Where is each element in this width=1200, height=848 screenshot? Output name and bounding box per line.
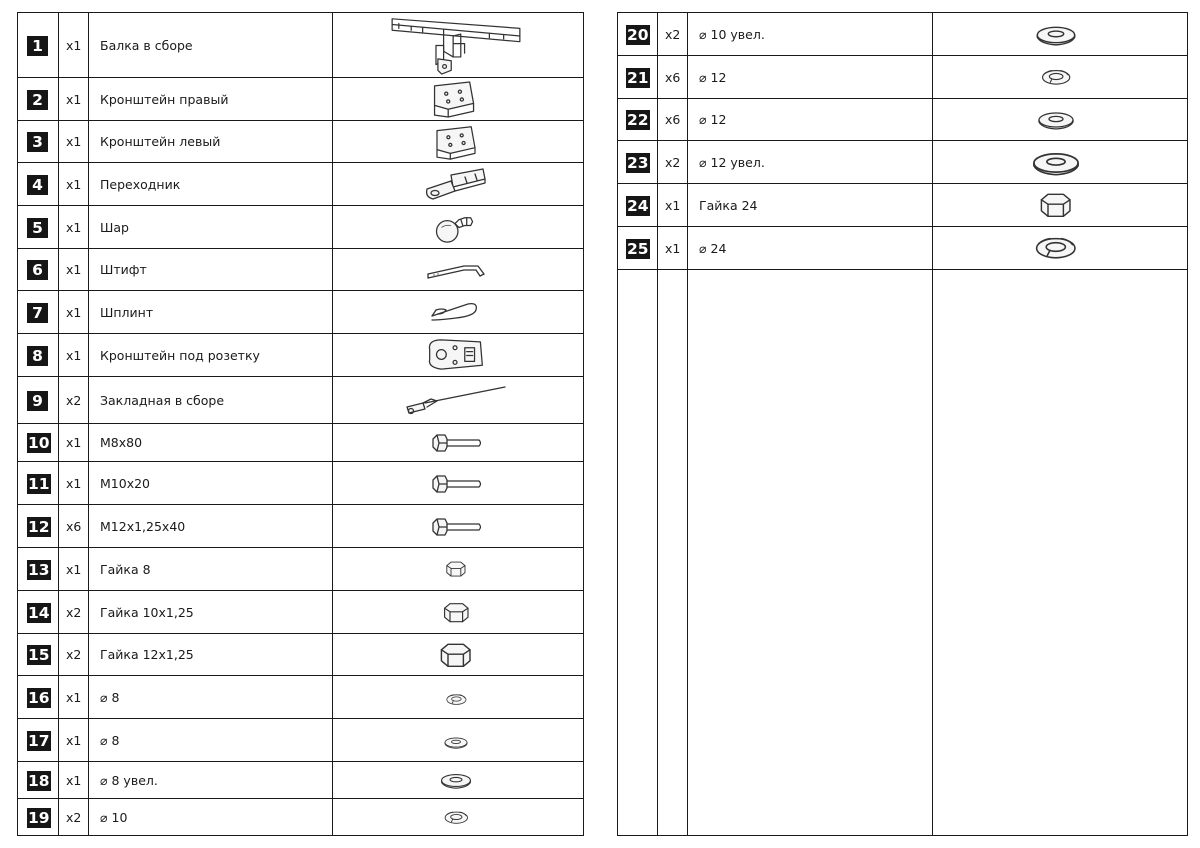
- spring-washer-icon: [1040, 68, 1072, 91]
- tow-bar-beam-icon: [381, 15, 531, 80]
- part-row: [18, 762, 583, 799]
- part-number-badge: 5: [27, 218, 48, 238]
- part-row: [18, 78, 583, 121]
- part-row: [18, 121, 583, 163]
- part-quantity: x1: [665, 240, 681, 256]
- part-number-badge: 17: [28, 731, 50, 750]
- part-quantity: x1: [66, 772, 82, 788]
- bolt-icon: [429, 515, 483, 543]
- part-row: [18, 462, 583, 505]
- part-quantity: x1: [66, 347, 82, 363]
- hex-nut-icon: [437, 641, 474, 674]
- adapter-icon: [421, 167, 491, 207]
- part-row: [18, 634, 583, 676]
- part-row: [618, 56, 1187, 99]
- part-name: M10x20: [100, 475, 150, 491]
- part-row: [618, 227, 1187, 270]
- part-quantity: x1: [66, 732, 82, 748]
- part-name: ⌀ 8 увел.: [100, 772, 158, 788]
- part-row: [618, 99, 1187, 141]
- flat-washer-icon: [1036, 110, 1076, 134]
- part-quantity: x1: [66, 262, 82, 277]
- part-quantity: x1: [66, 37, 82, 53]
- part-number-badge: 8: [27, 346, 48, 366]
- part-name: ⌀ 10 увел.: [699, 26, 765, 42]
- part-name: ⌀ 12: [699, 69, 727, 85]
- part-number-badge: 19: [28, 809, 50, 827]
- part-name: Гайка 24: [699, 197, 758, 213]
- part-name: Шар: [100, 219, 129, 235]
- part-row: [18, 548, 583, 591]
- bolt-icon: [429, 472, 483, 500]
- part-number-badge: 20: [627, 25, 649, 44]
- part-quantity: x2: [66, 810, 82, 825]
- part-quantity: x2: [665, 26, 681, 42]
- parts-table-left: [17, 12, 584, 836]
- part-row: [618, 141, 1187, 184]
- flat-washer-icon: [443, 734, 469, 753]
- part-name: Кронштейн правый: [100, 91, 229, 107]
- part-number-badge: 4: [27, 175, 48, 195]
- hex-nut-icon: [1037, 191, 1074, 224]
- part-row: [18, 163, 583, 206]
- part-row: [18, 505, 583, 548]
- bolt-icon: [429, 431, 483, 459]
- part-name: Балка в сборе: [100, 37, 193, 53]
- cotter-pin-icon: [426, 298, 486, 332]
- part-row: [18, 676, 583, 719]
- left-bracket-icon: [426, 123, 486, 165]
- part-name: Закладная в сборе: [100, 392, 225, 408]
- part-name: Кронштейн левый: [100, 134, 221, 149]
- parts-table-right: [617, 12, 1188, 836]
- part-name: ⌀ 12: [699, 112, 727, 127]
- part-quantity: x2: [66, 647, 82, 662]
- part-number-badge: 24: [627, 196, 649, 215]
- part-quantity: x1: [665, 197, 681, 213]
- part-name: Гайка 10x1,25: [100, 604, 194, 620]
- part-name: ⌀ 10: [100, 810, 128, 825]
- part-number-badge: 7: [27, 303, 48, 323]
- part-quantity: x1: [66, 219, 82, 235]
- part-row: [18, 719, 583, 762]
- part-name: Переходник: [100, 176, 181, 192]
- part-row: [18, 424, 583, 462]
- part-quantity: x2: [66, 604, 82, 620]
- tow-ball-icon: [431, 208, 481, 251]
- part-quantity: x1: [66, 689, 82, 705]
- part-name: ⌀ 24: [699, 240, 727, 256]
- part-number-badge: 10: [28, 434, 50, 452]
- part-quantity: x6: [66, 518, 82, 534]
- part-row: [18, 206, 583, 249]
- part-row: [18, 13, 583, 78]
- part-row: [618, 13, 1187, 56]
- part-name: ⌀ 8: [100, 732, 120, 748]
- part-quantity: x6: [665, 112, 681, 127]
- hex-nut-icon: [441, 601, 472, 628]
- part-row: [18, 291, 583, 334]
- part-quantity: x1: [66, 304, 82, 320]
- part-name: Гайка 12x1,25: [100, 647, 194, 662]
- part-number-badge: 23: [627, 153, 649, 172]
- part-name: ⌀ 12 увел.: [699, 154, 765, 170]
- flat-washer-icon: [1030, 150, 1082, 180]
- part-name: Гайка 8: [100, 561, 151, 577]
- socket-bracket-icon: [423, 336, 489, 379]
- part-number-badge: 6: [27, 260, 48, 280]
- flat-washer-icon: [1034, 24, 1078, 50]
- part-row: [618, 184, 1187, 227]
- part-name: M12x1,25x40: [100, 518, 186, 534]
- part-number-badge: 16: [28, 688, 50, 707]
- part-row: [18, 591, 583, 634]
- spring-washer-icon: [445, 691, 468, 710]
- part-number-badge: 3: [27, 132, 48, 152]
- part-number-badge: 12: [28, 517, 50, 536]
- part-number-badge: 11: [28, 474, 50, 493]
- spring-washer-icon: [443, 810, 470, 829]
- embedded-fastener-icon: [401, 383, 511, 423]
- part-number-badge: 21: [627, 68, 649, 87]
- pin-icon: [424, 258, 488, 286]
- part-number-badge: 13: [28, 560, 50, 579]
- part-name: Штифт: [100, 262, 147, 277]
- part-row: [18, 799, 583, 837]
- part-quantity: x1: [66, 176, 82, 192]
- part-quantity: x1: [66, 435, 82, 450]
- part-name: Кронштейн под розетку: [100, 347, 260, 363]
- part-quantity: x6: [665, 69, 681, 85]
- spring-washer-icon: [1033, 235, 1079, 265]
- part-quantity: x1: [66, 134, 82, 149]
- part-number-badge: 15: [28, 646, 50, 664]
- part-number-badge: 14: [28, 603, 50, 622]
- part-quantity: x1: [66, 561, 82, 577]
- part-number-badge: 2: [27, 90, 48, 110]
- part-name: ⌀ 8: [100, 689, 120, 705]
- part-quantity: x2: [665, 154, 681, 170]
- part-name: M8x80: [100, 435, 143, 450]
- right-bracket-icon: [426, 80, 486, 123]
- part-row: [18, 377, 583, 424]
- part-quantity: x1: [66, 91, 82, 107]
- part-number-badge: 1: [27, 36, 48, 56]
- part-row: [18, 249, 583, 291]
- part-number-badge: 22: [627, 111, 649, 129]
- hex-nut-icon: [444, 560, 468, 582]
- part-number-badge: 9: [27, 391, 48, 411]
- part-quantity: x1: [66, 475, 82, 491]
- part-number-badge: 25: [627, 239, 649, 258]
- part-quantity: x2: [66, 392, 82, 408]
- flat-washer-icon: [439, 772, 473, 793]
- part-row: [18, 334, 583, 377]
- part-number-badge: 18: [28, 771, 50, 790]
- part-name: Шплинт: [100, 304, 154, 320]
